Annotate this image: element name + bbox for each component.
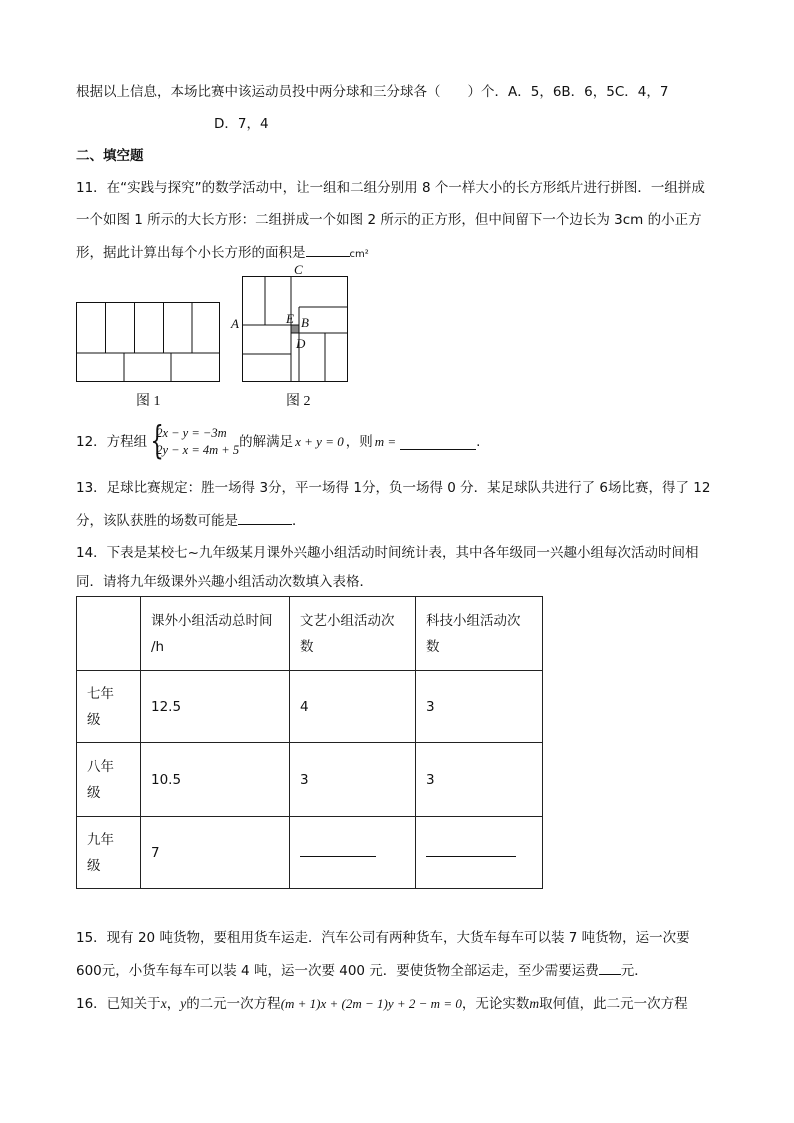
table-row <box>77 671 543 743</box>
q15-line2-text: 600元，小货车每车可以装 4 吨，运一次要 400 元．要使货物全部运走，至少需要运费 <box>76 963 599 979</box>
arts-count-cell: 3 <box>290 743 416 817</box>
tech-count-cell: 3 <box>416 743 543 817</box>
figure-1-rectangle-tiling <box>76 302 222 384</box>
q13-line2 <box>76 510 306 531</box>
figure-1-caption: 图 1 <box>136 394 161 409</box>
q12-prefix: 12．方程组 <box>76 434 148 450</box>
total-hours-cell: 10.5 <box>141 743 290 817</box>
q16-line <box>76 994 688 1014</box>
grade-cell: 九年 级 <box>77 817 141 889</box>
q13-answer-blank[interactable] <box>238 510 292 525</box>
table-header-cell: 课外小组活动总时间 /h <box>141 597 290 671</box>
figure-2-square-tiling <box>242 276 350 384</box>
table-header-row <box>77 597 543 671</box>
total-hours-cell: 12.5 <box>141 671 290 743</box>
q11-line2: 一个如图 1 所示的大长方形：二组拼成一个如图 2 所示的正方形，但中间留下一个边长为 3cm 的小正方 <box>76 212 702 228</box>
q12-end: . <box>476 434 481 450</box>
q12-var: m = <box>374 434 397 449</box>
arts-count-answer-cell <box>290 817 416 889</box>
point-c-label: C <box>294 262 303 277</box>
q12-answer-blank[interactable] <box>400 435 476 450</box>
q16-post: ，无论实数 <box>461 996 530 1012</box>
q16-sep: ， <box>166 996 181 1012</box>
q12-then: ，则 <box>345 434 373 450</box>
q11-line3 <box>76 242 369 265</box>
q12-eq1: { 2x − y = −3m <box>156 426 227 440</box>
q11-line1: 11．在“实践与探究”的数学活动中，让一组和二组分别用 8 个一样大小的长方形纸片进行拼图．一组拼成 <box>76 180 705 196</box>
q11-answer-blank[interactable] <box>306 242 350 257</box>
q15-line1: 15．现有 20 吨货物，要租用货车运走．汽车公司有两种货车，大货车每车可以装 7 吨货物，运一次要 <box>76 930 690 946</box>
point-a-label: A <box>231 316 239 331</box>
tech-count-cell: 3 <box>416 671 543 743</box>
q13-line2-text: 分，该队获胜的场数可能是 <box>76 513 238 529</box>
q13-line2-end: ． <box>292 513 306 529</box>
q11-unit: cm² <box>349 249 369 260</box>
q12-condition: x + y = 0 <box>295 434 344 449</box>
section-title: 二、填空题 <box>76 148 144 164</box>
total-hours-cell: 7 <box>141 817 290 889</box>
q16-tail: 取何值，此二元一次方程 <box>539 996 688 1012</box>
q16-x: x <box>160 996 167 1011</box>
q16-y: y <box>180 996 187 1011</box>
q12-equation-system <box>147 425 239 459</box>
point-e-label: E <box>286 311 294 326</box>
q12-eq2: 2y − x = 4m + 5 <box>156 443 240 457</box>
arts-count-cell: 4 <box>290 671 416 743</box>
grade-cell: 七年 级 <box>77 671 141 743</box>
tech-count-blank[interactable] <box>426 842 516 857</box>
q16-mid: 的二元一次方程 <box>186 996 281 1012</box>
q14-line2: 同．请将九年级课外兴趣小组活动次数填入表格． <box>76 574 373 590</box>
table-row <box>77 743 543 817</box>
table-row <box>77 817 543 889</box>
q16-m: m <box>529 996 540 1011</box>
q15-answer-blank[interactable] <box>599 960 621 975</box>
tech-count-answer-cell <box>416 817 543 889</box>
q10-options-line: 根据以上信息，本场比赛中该运动员投中两分球和三分球各（ ）个．A．5，6B．6，5C．4，7 <box>76 84 669 100</box>
table-header-cell: 文艺小组活动次 数 <box>290 597 416 671</box>
q15-line2 <box>76 960 648 981</box>
q10-option-d: D．7，4 <box>214 116 269 132</box>
q15-line2-end: 元． <box>620 963 648 979</box>
grade-cell: 八年 级 <box>77 743 141 817</box>
q11-line3-text: 形，据此计算出每个小长方形的面积是 <box>76 245 306 261</box>
q16-equation: (m + 1)x + (2m − 1)y + 2 − m = 0 <box>280 996 462 1011</box>
q13-line1: 13．足球比赛规定：胜一场得 3分，平一场得 1分，负一场得 0 分．某足球队共进行了 6场比赛，得了 12 <box>76 480 711 496</box>
figure-2-caption: 图 2 <box>286 394 311 409</box>
q16-prefix: 16．已知关于 <box>76 996 161 1012</box>
point-d-label: D <box>296 336 306 351</box>
activity-stats-table <box>76 596 543 889</box>
table-header-cell <box>77 597 141 671</box>
q12-line <box>76 424 480 460</box>
arts-count-blank[interactable] <box>300 842 376 857</box>
point-b-label: B <box>301 315 309 330</box>
table-header-cell: 科技小组活动次 数 <box>416 597 543 671</box>
q14-line1: 14．下表是某校七~九年级某月课外兴趣小组活动时间统计表，其中各年级同一兴趣小组每次活动时间相 <box>76 545 699 561</box>
q12-mid: 的解满足 <box>239 434 294 450</box>
